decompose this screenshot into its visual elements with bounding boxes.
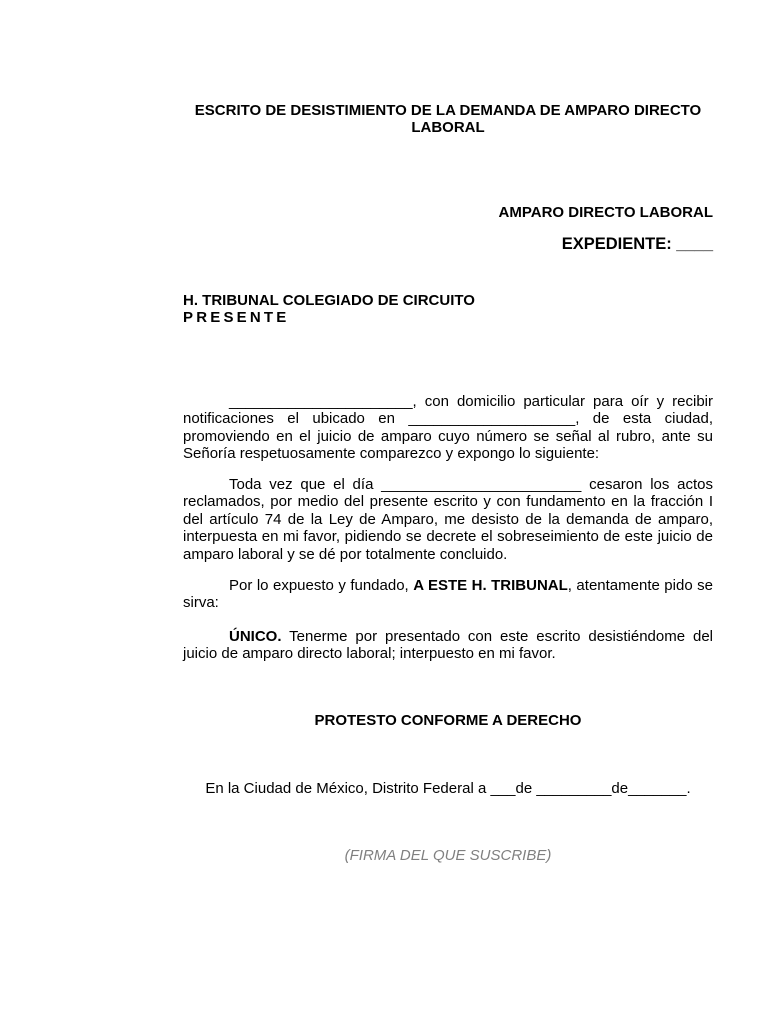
case-type-heading: AMPARO DIRECTO LABORAL [498, 204, 713, 221]
signature-placeholder: (FIRMA DEL QUE SUSCRIBE) [344, 847, 552, 864]
addressee-block [183, 292, 713, 327]
petition-text-end: , atentamente pido se sirva: [183, 577, 713, 612]
addressee-tribunal: H. TRIBUNAL COLEGIADO DE CIRCUITO [183, 292, 475, 309]
protesto-heading: PROTESTO CONFORME A DERECHO [314, 712, 582, 729]
paragraph-introduction: ______________________, con domicilio particular para oír y recibir notificaciones el ubicado en ____________________, de esta ciudad, promoviendo en el juicio de amparo cuyo número se señal al rubro, ante su Señoría respetuosamente comparezco y expongo lo siguiente: [183, 393, 713, 463]
paragraph-desistimiento: Toda vez que el día ________________________ cesaron los actos reclamados, por medio del presente escrito y con fundamento en la fracción I del artículo 74 de la Ley de Amparo, me desisto de la demanda de amparo, interpuesta en mi favor, pidiendo se decrete el sobreseimiento de este juicio de amparo laboral y se dé por totalmente concluido. [183, 476, 713, 563]
unico-text: Tenerme por presentado con este escrito desistiéndome del juicio de amparo directo laboral; interpuesto en mi favor. [183, 628, 713, 663]
paragraph-unico [183, 628, 713, 663]
date-place-line: En la Ciudad de México, Distrito Federal a ___de _________de_______. [205, 780, 691, 797]
document-title-line-1: ESCRITO DE DESISTIMIENTO DE LA DEMANDA DE AMPARO DIRECTO [194, 102, 702, 119]
addressee-presente: PRESENTE [183, 309, 290, 327]
unico-label: ÚNICO. [229, 628, 282, 645]
document-title [183, 102, 713, 137]
document-title-line-2: LABORAL [411, 119, 485, 137]
petition-tribunal-bold: A ESTE H. TRIBUNAL [413, 577, 568, 594]
petition-text-start: Por lo expuesto y fundado, [229, 577, 414, 594]
expediente-label: EXPEDIENTE: ____ [561, 235, 713, 253]
paragraph-petition [183, 577, 713, 612]
